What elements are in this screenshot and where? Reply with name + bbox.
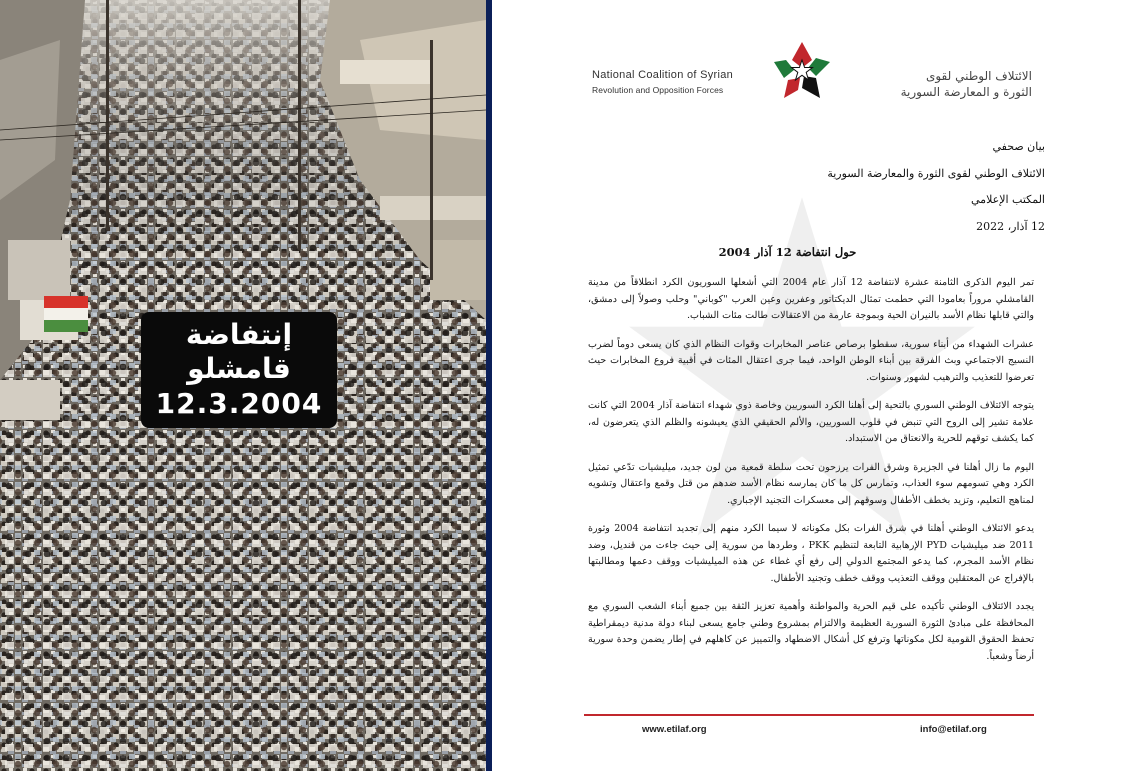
statement-title: حول انتفاضة 12 آذار 2004 [718, 245, 857, 259]
statement-date: 12 آذار، 2022 [976, 219, 1045, 233]
body-paragraph: يتوجه الائتلاف الوطني السوري بالتحية إلى أهلنا الكرد السوريين وخاصة ذوي شهداء انتفاضة آذار 2004 التي كانت علامة تشير إلى الروح التي تنبض في قلوب السوريين، والألم الحقيقي الذي يعيشونه والظلم الذي يتعرضون له، كما يكشف توقهم للحرية والانعتاق من الاستبداد. [588, 400, 1034, 444]
statement-type: بيان صحفي [992, 140, 1045, 153]
protest-photo [0, 0, 486, 771]
coalition-logo-icon [768, 38, 836, 104]
statement-issuer: الائتلاف الوطني لقوى الثورة والمعارضة السورية [827, 166, 1045, 180]
body-paragraph: يجدد الائتلاف الوطني تأكيده على قيم الحرية والمواطنة وأهمية تعزيز الثقة بين جميع أبناء الشعب السوري مع المحافظة على مبادئ الثورة السورية العظيمة والالتزام بمشروع وطني جامع يسعى لبناء دولة مدنية ديمقراطية تحفظ الحقوق القومية لكل مكوناتها وترفع كل أشكال الاضطهاد والتمييز عن كاهلهم في إطار يضمن وحدة سورية أرضاً وشعباً. [588, 601, 1034, 662]
statement-office: المكتب الإعلامي [971, 193, 1045, 206]
caption-date: 12.3.2004 [155, 387, 323, 420]
org-name-english-line1: National Coalition of Syrian [592, 69, 734, 81]
footer-divider [584, 714, 1034, 716]
org-name-english-line2: Revolution and Opposition Forces [592, 85, 724, 95]
statement-meta [745, 134, 1045, 240]
footer-email-link[interactable]: info@etilaf.org [920, 724, 987, 735]
org-name-english [592, 68, 772, 98]
body-paragraph: يدعو الائتلاف الوطني أهلنا في شرق الفرات بكل مكوناته لا سيما الكرد منهم إلى تجديد انتفاضة 2004 وثورة 2011 ضد ميليشيات PYD الإرهابية التابعة لتنظيم PKK ، وطردها من سورية إلى حيث جاءت من قنديل، وضد نظام الأسد المجرم، كما يدعو المجتمع الدولي إلى رفع أي غطاء عن هذه الميليشيات ووقف دعمها ومطالبتها بالإفراج عن المعتقلين ووقف التعذيب ووقف خطف وتجنيد الأطفال. [588, 523, 1035, 584]
photo-caption [141, 312, 337, 428]
footer-website-link[interactable]: www.etilaf.org [642, 724, 707, 735]
body-paragraph: تمر اليوم الذكرى الثامنة عشرة لانتفاضة 12 آذار عام 2004 التي أشعلها السوريون الكرد انطلاقاً من مدينة القامشلي مروراً بعامودا التي حطمت تمثال الديكتاتور وعفرين وعين العرب "كوباني" وحلب وصولاً إلى دمشق، والتي قابلها نظام الأسد بالنيران الحية وبموجة عارمة من الاعتقالات طالت مئات الشباب. [588, 277, 1034, 321]
body-paragraph: عشرات الشهداء من أبناء سورية، سقطوا برصاص عناصر المخابرات وقوات النظام الذي كان يسعى دوماً لضرب النسيج الاجتماعي وبث الفرقة بين أبناء الوطن الواحد، فيما جرى اعتقال المئات في أقبية فروع المخابرات حيث تعرضوا للتعذيب والترهيب لشهور وسنوات. [588, 338, 1034, 383]
org-name-arabic [842, 68, 1032, 100]
body-paragraph: اليوم ما زال أهلنا في الجزيرة وشرق الفرات يرزحون تحت سلطة قمعية من لون جديد، ميليشيات تدّعي تمثيل الكرد وهي تسومهم سوء العذاب، وتمارس كل ما كان يمارسه نظام الأسد ضدهم من قتل وقمع واعتقال وتشويه لمناهج التعليم، وتزيد بخطف الأطفال وسوقهم إلى معسكرات التجنيد الإجباري. [588, 461, 1034, 506]
press-statement-document [492, 0, 1125, 771]
org-name-arabic-line1: الائتلاف الوطني لقوى [925, 69, 1032, 83]
caption-arabic-title: إنتفاضة قامشلو [185, 318, 293, 385]
org-name-arabic-line2: الثورة و المعارضة السورية [900, 85, 1032, 99]
letterhead [492, 38, 1125, 108]
statement-body [588, 275, 1034, 677]
